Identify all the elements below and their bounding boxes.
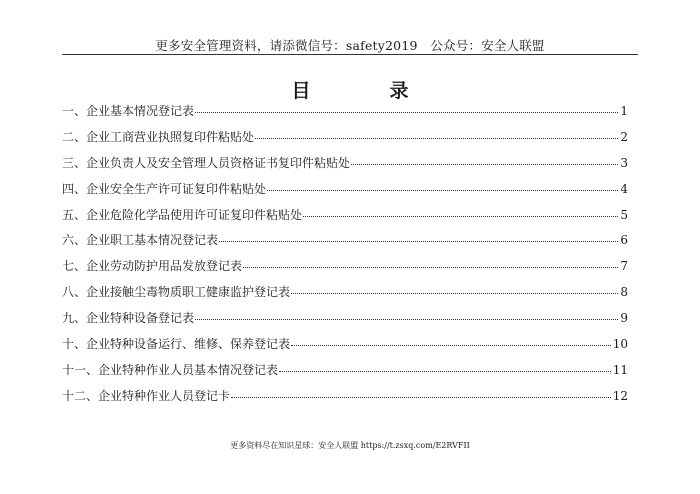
- page-title: 目 录: [291, 80, 439, 102]
- toc-entry-label: 三、企业负责人及安全管理人员资格证书复印件粘贴处: [62, 155, 351, 170]
- toc-entry-1[interactable]: [62, 102, 628, 128]
- toc-page-number: 5: [620, 207, 628, 222]
- toc-page-number: 1: [620, 104, 628, 118]
- toc-entry-label: 一、企业基本情况登记表: [62, 104, 195, 118]
- toc-leader-dots: [255, 138, 618, 139]
- page-header: 更多安全管理资料，请添微信号：safety2019 公众号：安全人联盟: [155, 38, 545, 53]
- toc-entry-label: 八、企业接触尘毒物质职工健康监护登记表: [62, 285, 291, 300]
- toc-leader-dots: [195, 319, 618, 320]
- toc-page-number: 9: [620, 311, 628, 326]
- toc-entry-label: 九、企业特种设备登记表: [62, 311, 195, 326]
- toc-leader-dots: [279, 371, 611, 372]
- toc-leader-dots: [231, 397, 611, 398]
- toc-leader-dots: [267, 190, 618, 191]
- toc-entry-label: 二、企业工商营业执照复印件粘贴处: [62, 129, 255, 144]
- toc-entry-9[interactable]: [62, 309, 628, 335]
- toc-entry-5[interactable]: [62, 206, 628, 232]
- toc-entry-label: 五、企业危险化学品使用许可证复印件粘贴处: [62, 207, 303, 222]
- toc-entry-11[interactable]: [62, 361, 628, 387]
- toc-leader-dots: [195, 112, 618, 113]
- toc-page-number: 2: [620, 129, 628, 144]
- toc-leader-dots: [291, 345, 611, 346]
- toc-leader-dots: [351, 164, 618, 165]
- toc-page-number: 10: [612, 337, 628, 352]
- toc-entry-label: 十二、企业特种作业人员登记卡: [62, 388, 231, 403]
- toc-entry-label: 六、企业职工基本情况登记表: [62, 233, 219, 248]
- toc-entry-3[interactable]: [62, 154, 628, 180]
- toc-entry-label: 七、企业劳动防护用品发放登记表: [62, 259, 243, 274]
- toc-entry-6[interactable]: [62, 231, 628, 257]
- toc-entry-label: 十、企业特种设备运行、维修、保养登记表: [62, 337, 291, 352]
- toc-entry-label: 十一、企业特种作业人员基本情况登记表: [62, 362, 279, 377]
- toc-entry-2[interactable]: [62, 128, 628, 154]
- toc-page-number: 12: [612, 388, 628, 403]
- toc-page-number: 3: [620, 155, 628, 170]
- toc-entry-7[interactable]: [62, 257, 628, 283]
- page-footer: 更多资料尽在知识星球：安全人联盟 https://t.zsxq.com/E2RVFII: [230, 441, 470, 450]
- toc-page-number: 11: [612, 362, 628, 377]
- toc-leader-dots: [291, 293, 618, 294]
- table-of-contents: [62, 102, 628, 413]
- toc-page-number: 7: [620, 259, 628, 274]
- toc-entry-12[interactable]: [62, 387, 628, 413]
- toc-entry-label: 四、企业安全生产许可证复印件粘贴处: [62, 181, 267, 196]
- toc-leader-dots: [303, 216, 618, 217]
- header-divider: [62, 54, 638, 55]
- toc-entry-8[interactable]: [62, 283, 628, 309]
- toc-leader-dots: [243, 267, 618, 268]
- toc-page-number: 4: [620, 181, 628, 196]
- toc-page-number: 8: [620, 285, 628, 300]
- toc-page-number: 6: [620, 233, 628, 248]
- toc-entry-4[interactable]: [62, 180, 628, 206]
- toc-leader-dots: [219, 241, 618, 242]
- toc-entry-10[interactable]: [62, 335, 628, 361]
